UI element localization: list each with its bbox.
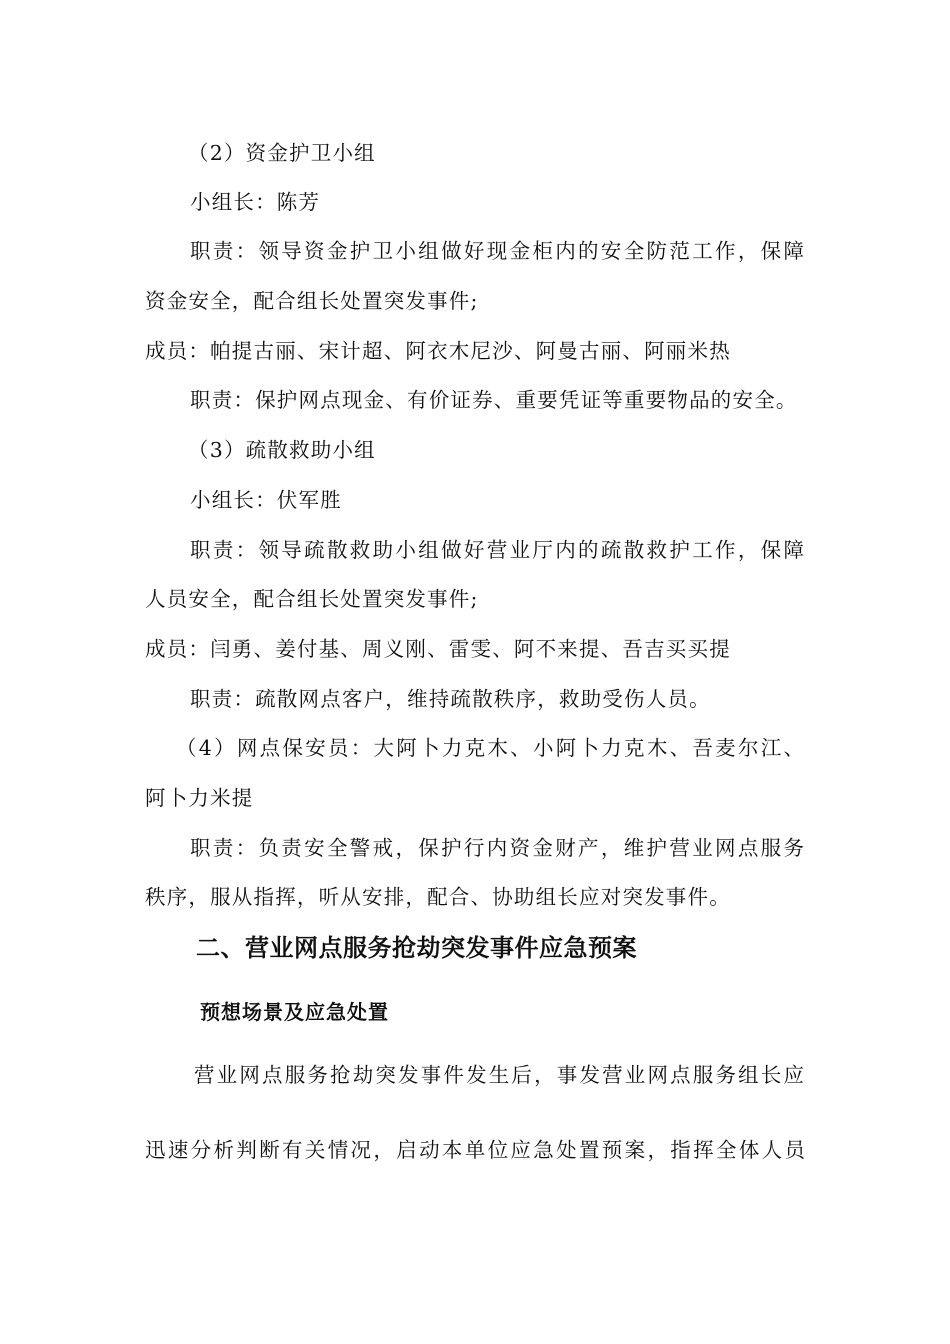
paragraph-evacuation-duty-line1: 职责：领导疏散救助小组做好营业厅内的疏散救护工作，保障 <box>190 538 804 562</box>
paragraph-evacuation-leader: 小组长：伏军胜 <box>190 488 342 512</box>
paragraph-security-duty-line1: 职责：负责安全警戒，保护行内资金财产，维护营业网点服务 <box>190 836 804 860</box>
paragraph-fund-guard-duty-line1: 职责：领导资金护卫小组做好现金柜内的安全防范工作，保障 <box>190 239 804 263</box>
sub-heading: 预想场景及应急处置 <box>200 1000 389 1024</box>
paragraph-fund-guard-leader: 小组长：陈芳 <box>190 190 321 214</box>
paragraph-security-guards-line2: 阿卜力米提 <box>145 786 254 810</box>
paragraph-evacuation-members: 成员：闫勇、姜付基、周义刚、雷雯、阿不来提、吾吉买买提 <box>145 637 731 661</box>
paragraph-fund-guard-group-title: （2）资金护卫小组 <box>188 141 376 165</box>
paragraph-fund-guard-member-duty: 职责：保护网点现金、有价证券、重要凭证等重要物品的安全。 <box>190 388 798 412</box>
section-heading: 二、营业网点服务抢劫突发事件应急预案 <box>196 934 637 962</box>
paragraph-security-guards-line1: （4）网点保安员：大阿卜力克木、小阿卜力克木、吾麦尔江、 <box>176 736 804 760</box>
paragraph-scenario-line1: 营业网点服务抢劫突发事件发生后，事发营业网点服务组长应 <box>194 1063 804 1087</box>
paragraph-fund-guard-duty-line2: 资金安全，配合组长处置突发事件; <box>145 289 479 313</box>
paragraph-security-duty-line2: 秩序，服从指挥，听从安排，配合、协助组长应对突发事件。 <box>145 885 731 909</box>
paragraph-fund-guard-members: 成员：帕提古丽、宋计超、阿衣木尼沙、阿曼古丽、阿丽米热 <box>145 339 731 363</box>
paragraph-scenario-line2: 迅速分析判断有关情况，启动本单位应急处置预案，指挥全体人员 <box>145 1138 805 1162</box>
paragraph-evacuation-duty-line2: 人员安全，配合组长处置突发事件; <box>145 587 479 611</box>
paragraph-evacuation-member-duty: 职责：疏散网点客户，维持疏散秩序，救助受伤人员。 <box>190 687 711 711</box>
paragraph-evacuation-group-title: （3）疏散救助小组 <box>188 438 376 462</box>
